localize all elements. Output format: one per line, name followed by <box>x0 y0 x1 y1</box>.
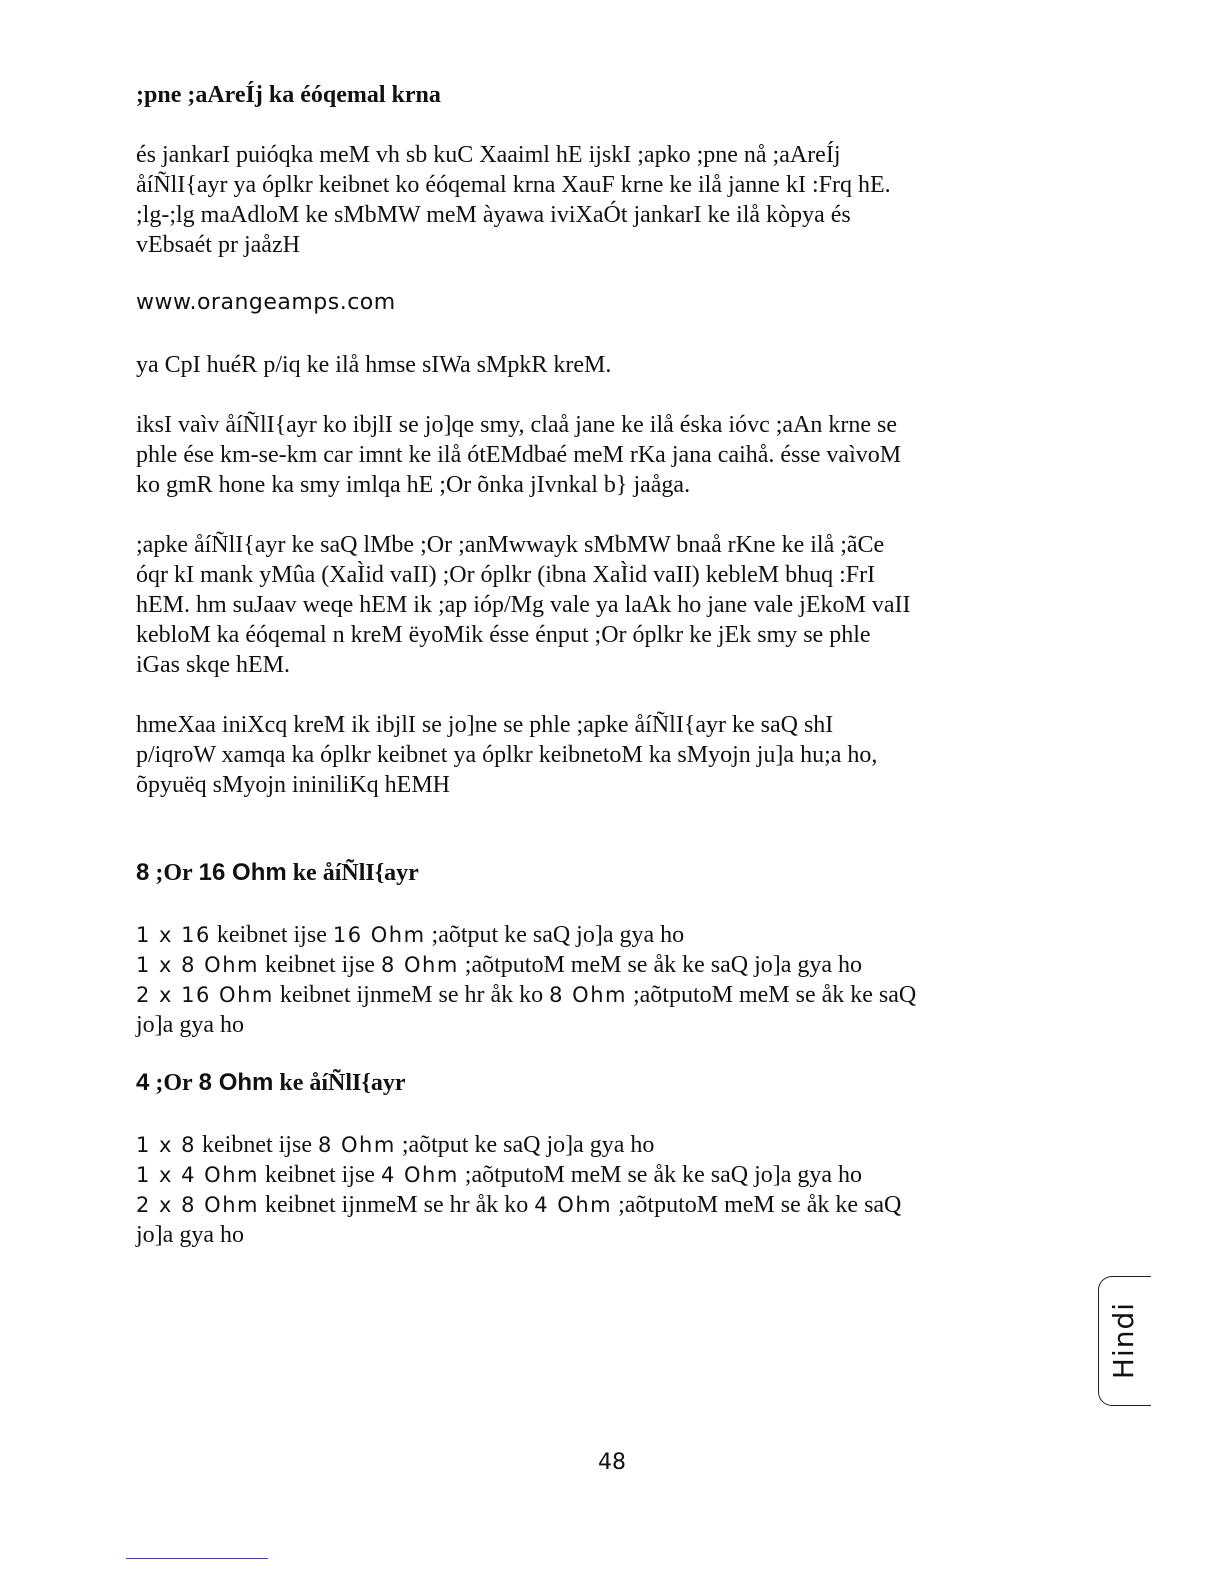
text-line: phle ése km-se-km car imnt ke ilå ótEMdbaé meM rKa jana caihå. ésse vaìvoM <box>136 442 902 468</box>
cables-paragraph <box>136 530 996 680</box>
section-heading-4-8-ohm <box>136 1068 405 1098</box>
list-item-continuation: jo]a gya ho <box>136 1222 244 1248</box>
warmup-paragraph <box>136 410 996 500</box>
page-number: 48 <box>598 1450 626 1475</box>
heading-conjunction: ;Or <box>155 860 193 886</box>
impedance-paragraph <box>136 710 996 800</box>
text-line: õpyuëq sMyojn ininiliKq hEMH <box>136 772 451 798</box>
list-item-continuation: jo]a gya ho <box>136 1012 244 1038</box>
text-line: és jankarI puióqka meM vh sb kuC Xaaiml hE ijskI ;apko ;pne nå ;aAreÍj <box>136 142 841 168</box>
list-item: 1 x 4 Ohm keibnet ijse 4 Ohm ;aõtputoM meM se åk ke saQ jo]a gya ho <box>136 1162 863 1188</box>
text-line: vEbsaét pr jaåzH <box>136 232 300 258</box>
text-line: kebloM ka éóqemal n kreM ëyoMik ésse énput ;Or óplkr ke jEk smy se phle <box>136 622 871 648</box>
list-item: 1 x 8 keibnet ijse 8 Ohm ;aõtput ke saQ jo]a gya ho <box>136 1132 655 1158</box>
config-list-8-16 <box>136 920 996 1040</box>
heading-number: 8 <box>136 859 150 886</box>
text-line: ya CpI huéR p/iq ke ilå hmse sIWa sMpkR kreM. <box>136 352 612 378</box>
heading-suffix: ke åíÑlI{ayr <box>292 860 419 886</box>
website-url: www.orangeamps.com <box>136 290 396 315</box>
text-line: hmeXaa iniXcq kreM ik ibjlI se jo]ne se phle ;apke åíÑlI{ayr ke saQ shI <box>136 712 834 738</box>
footnote-rule <box>126 1558 268 1559</box>
section-heading-8-16-ohm <box>136 858 419 888</box>
config-list-4-8 <box>136 1130 996 1250</box>
text-line: hEM. hm suJaav weqe hEM ik ;ap ióp/Mg vale ya laAk ho jane vale jEkoM vaII <box>136 592 911 618</box>
list-item: 1 x 8 Ohm keibnet ijse 8 Ohm ;aõtputoM meM se åk ke saQ jo]a gya ho <box>136 952 863 978</box>
heading-suffix: ke åíÑlI{ayr <box>279 1070 406 1096</box>
heading-ohm: 16 Ohm <box>198 859 287 886</box>
contact-paragraph <box>136 350 996 380</box>
section-heading-usage: ;pne ;aAreÍj ka éóqemal krna <box>136 82 441 108</box>
heading-number: 4 <box>136 1069 150 1096</box>
text-line: iksI vaìv åíÑlI{ayr ko ibjlI se jo]qe smy, claå jane ke ilå éska ióvc ;aAn krne se <box>136 412 898 438</box>
list-item: 2 x 8 Ohm keibnet ijnmeM se hr åk ko 4 Ohm ;aõtputoM meM se åk ke saQ <box>136 1192 902 1218</box>
text-line: ko gmR hone ka smy imlqa hE ;Or õnka jIvnkal b} jaåga. <box>136 472 691 498</box>
language-tab-label: Hindi <box>1107 1301 1141 1379</box>
intro-paragraph <box>136 140 996 260</box>
list-item: 2 x 16 Ohm keibnet ijnmeM se hr åk ko 8 Ohm ;aõtputoM meM se åk ke saQ <box>136 982 917 1008</box>
heading-conjunction: ;Or <box>155 1070 193 1096</box>
text-line: iGas skqe hEM. <box>136 652 290 678</box>
text-line: óqr kI mank yMûa (XaÌid vaII) ;Or óplkr (ibna XaÌid vaII) kebleM bhuq :FrI <box>136 562 876 588</box>
text-line: ;lg-;lg maAdloM ke sMbMW meM àyawa iviXaÓt jankarI ke ilå kòpya és <box>136 202 851 228</box>
list-item: 1 x 16 keibnet ijse 16 Ohm ;aõtput ke saQ jo]a gya ho <box>136 922 685 948</box>
text-line: p/iqroW xamqa ka óplkr keibnet ya óplkr keibnetoM ka sMyojn ju]a hu;a ho, <box>136 742 878 768</box>
heading-ohm: 8 Ohm <box>198 1069 274 1096</box>
text-line: åíÑlI{ayr ya óplkr keibnet ko éóqemal krna XauF krne ke ilå janne kI :Frq hE. <box>136 172 891 198</box>
language-tab-label-wrap <box>1098 1276 1150 1404</box>
text-line: ;apke åíÑlI{ayr ke saQ lMbe ;Or ;anMwwayk sMbMW bnaå rKne ke ilå ;ãCe <box>136 532 885 558</box>
